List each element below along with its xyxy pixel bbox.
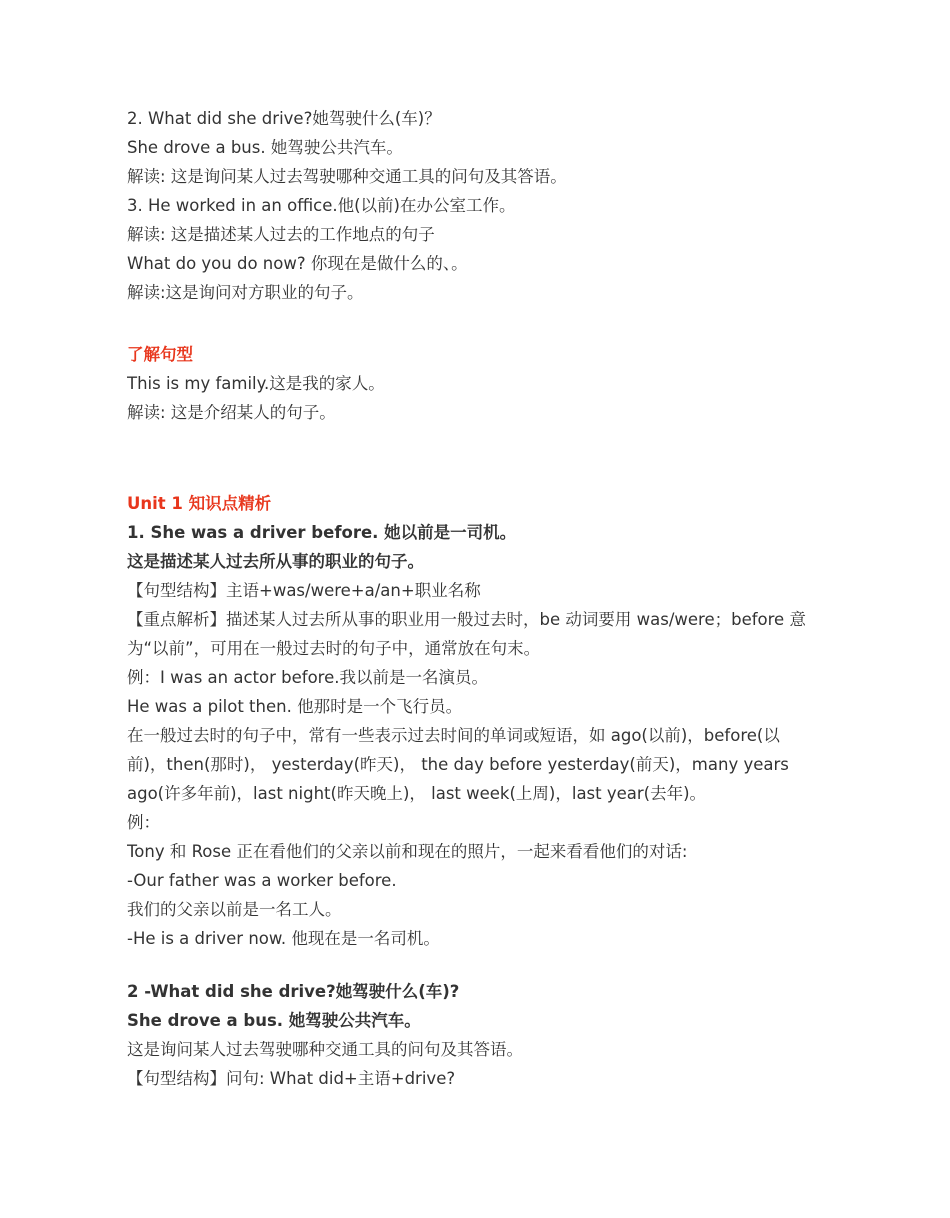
section-unit1-analysis bbox=[127, 489, 817, 953]
point-title: 2 -What did she drive?她驾驶什么(车)? bbox=[127, 982, 460, 1001]
text-line: She drove a bus. 她驾驶公共汽车。 bbox=[127, 138, 403, 157]
sentence-structure: 【句型结构】主语+was/were+a/an+职业名称 bbox=[127, 581, 481, 600]
sentence-structure: 【句型结构】问句: What did+主语+drive? bbox=[127, 1069, 456, 1088]
section-understand-patterns bbox=[127, 340, 817, 427]
point-answer: She drove a bus. 她驾驶公共汽车。 bbox=[127, 1011, 421, 1030]
text-line: 3. He worked in an office.他(以前)在办公室工作。 bbox=[127, 196, 516, 215]
text-line: 这是询问某人过去驾驶哪种交通工具的问句及其答语。 bbox=[127, 1040, 523, 1059]
spacer bbox=[127, 307, 817, 340]
spacer bbox=[127, 427, 817, 489]
text-line: 解读: 这是询问某人过去驾驶哪种交通工具的问句及其答语。 bbox=[127, 167, 567, 186]
spacer bbox=[127, 953, 817, 977]
section-point-2 bbox=[127, 977, 817, 1093]
key-analysis: 【重点解析】描述某人过去所从事的职业用一般过去时，be 动词要用 was/were；before 意为“以前”，可用在一般过去时的句子中，通常放在句末。 bbox=[127, 610, 806, 658]
text-line: This is my family.这是我的家人。 bbox=[127, 374, 385, 393]
text-line: 解读: 这是描述某人过去的工作地点的句子 bbox=[127, 225, 435, 244]
section-review-sentences bbox=[127, 104, 817, 307]
time-words-paragraph: 在一般过去时的句子中，常有一些表示过去时间的单词或短语，如 ago(以前)，before(以前)，then(那时)， yesterday(昨天)， the day before yesterday(前天)，many years ago(许多年前)，last night(昨天晚上)， last week(上周)，last year(去年)。 bbox=[127, 726, 789, 803]
text-line: 解读: 这是介绍某人的句子。 bbox=[127, 403, 336, 422]
example-label: 例： bbox=[127, 813, 160, 832]
example-line: He was a pilot then. 他那时是一个飞行员。 bbox=[127, 697, 463, 716]
text-line: 解读:这是询问对方职业的句子。 bbox=[127, 283, 364, 302]
point-subtitle: 这是描述某人过去所从事的职业的句子。 bbox=[127, 552, 424, 571]
dialog-intro: Tony 和 Rose 正在看他们的父亲以前和现在的照片，一起来看看他们的对话: bbox=[127, 842, 688, 861]
dialog-line: 我们的父亲以前是一名工人。 bbox=[127, 900, 342, 919]
section-heading: Unit 1 知识点精析 bbox=[127, 494, 272, 513]
point-title: 1. She was a driver before. 她以前是一司机。 bbox=[127, 523, 517, 542]
dialog-line: -He is a driver now. 他现在是一名司机。 bbox=[127, 929, 440, 948]
text-line: 2. What did she drive?她驾驶什么(车)？ bbox=[127, 109, 441, 128]
section-heading: 了解句型 bbox=[127, 345, 193, 364]
text-line: What do you do now? 你现在是做什么的、。 bbox=[127, 254, 468, 273]
document-page bbox=[127, 104, 817, 1093]
example-line: 例：I was an actor before.我以前是一名演员。 bbox=[127, 668, 488, 687]
dialog-line: -Our father was a worker before. bbox=[127, 871, 397, 890]
